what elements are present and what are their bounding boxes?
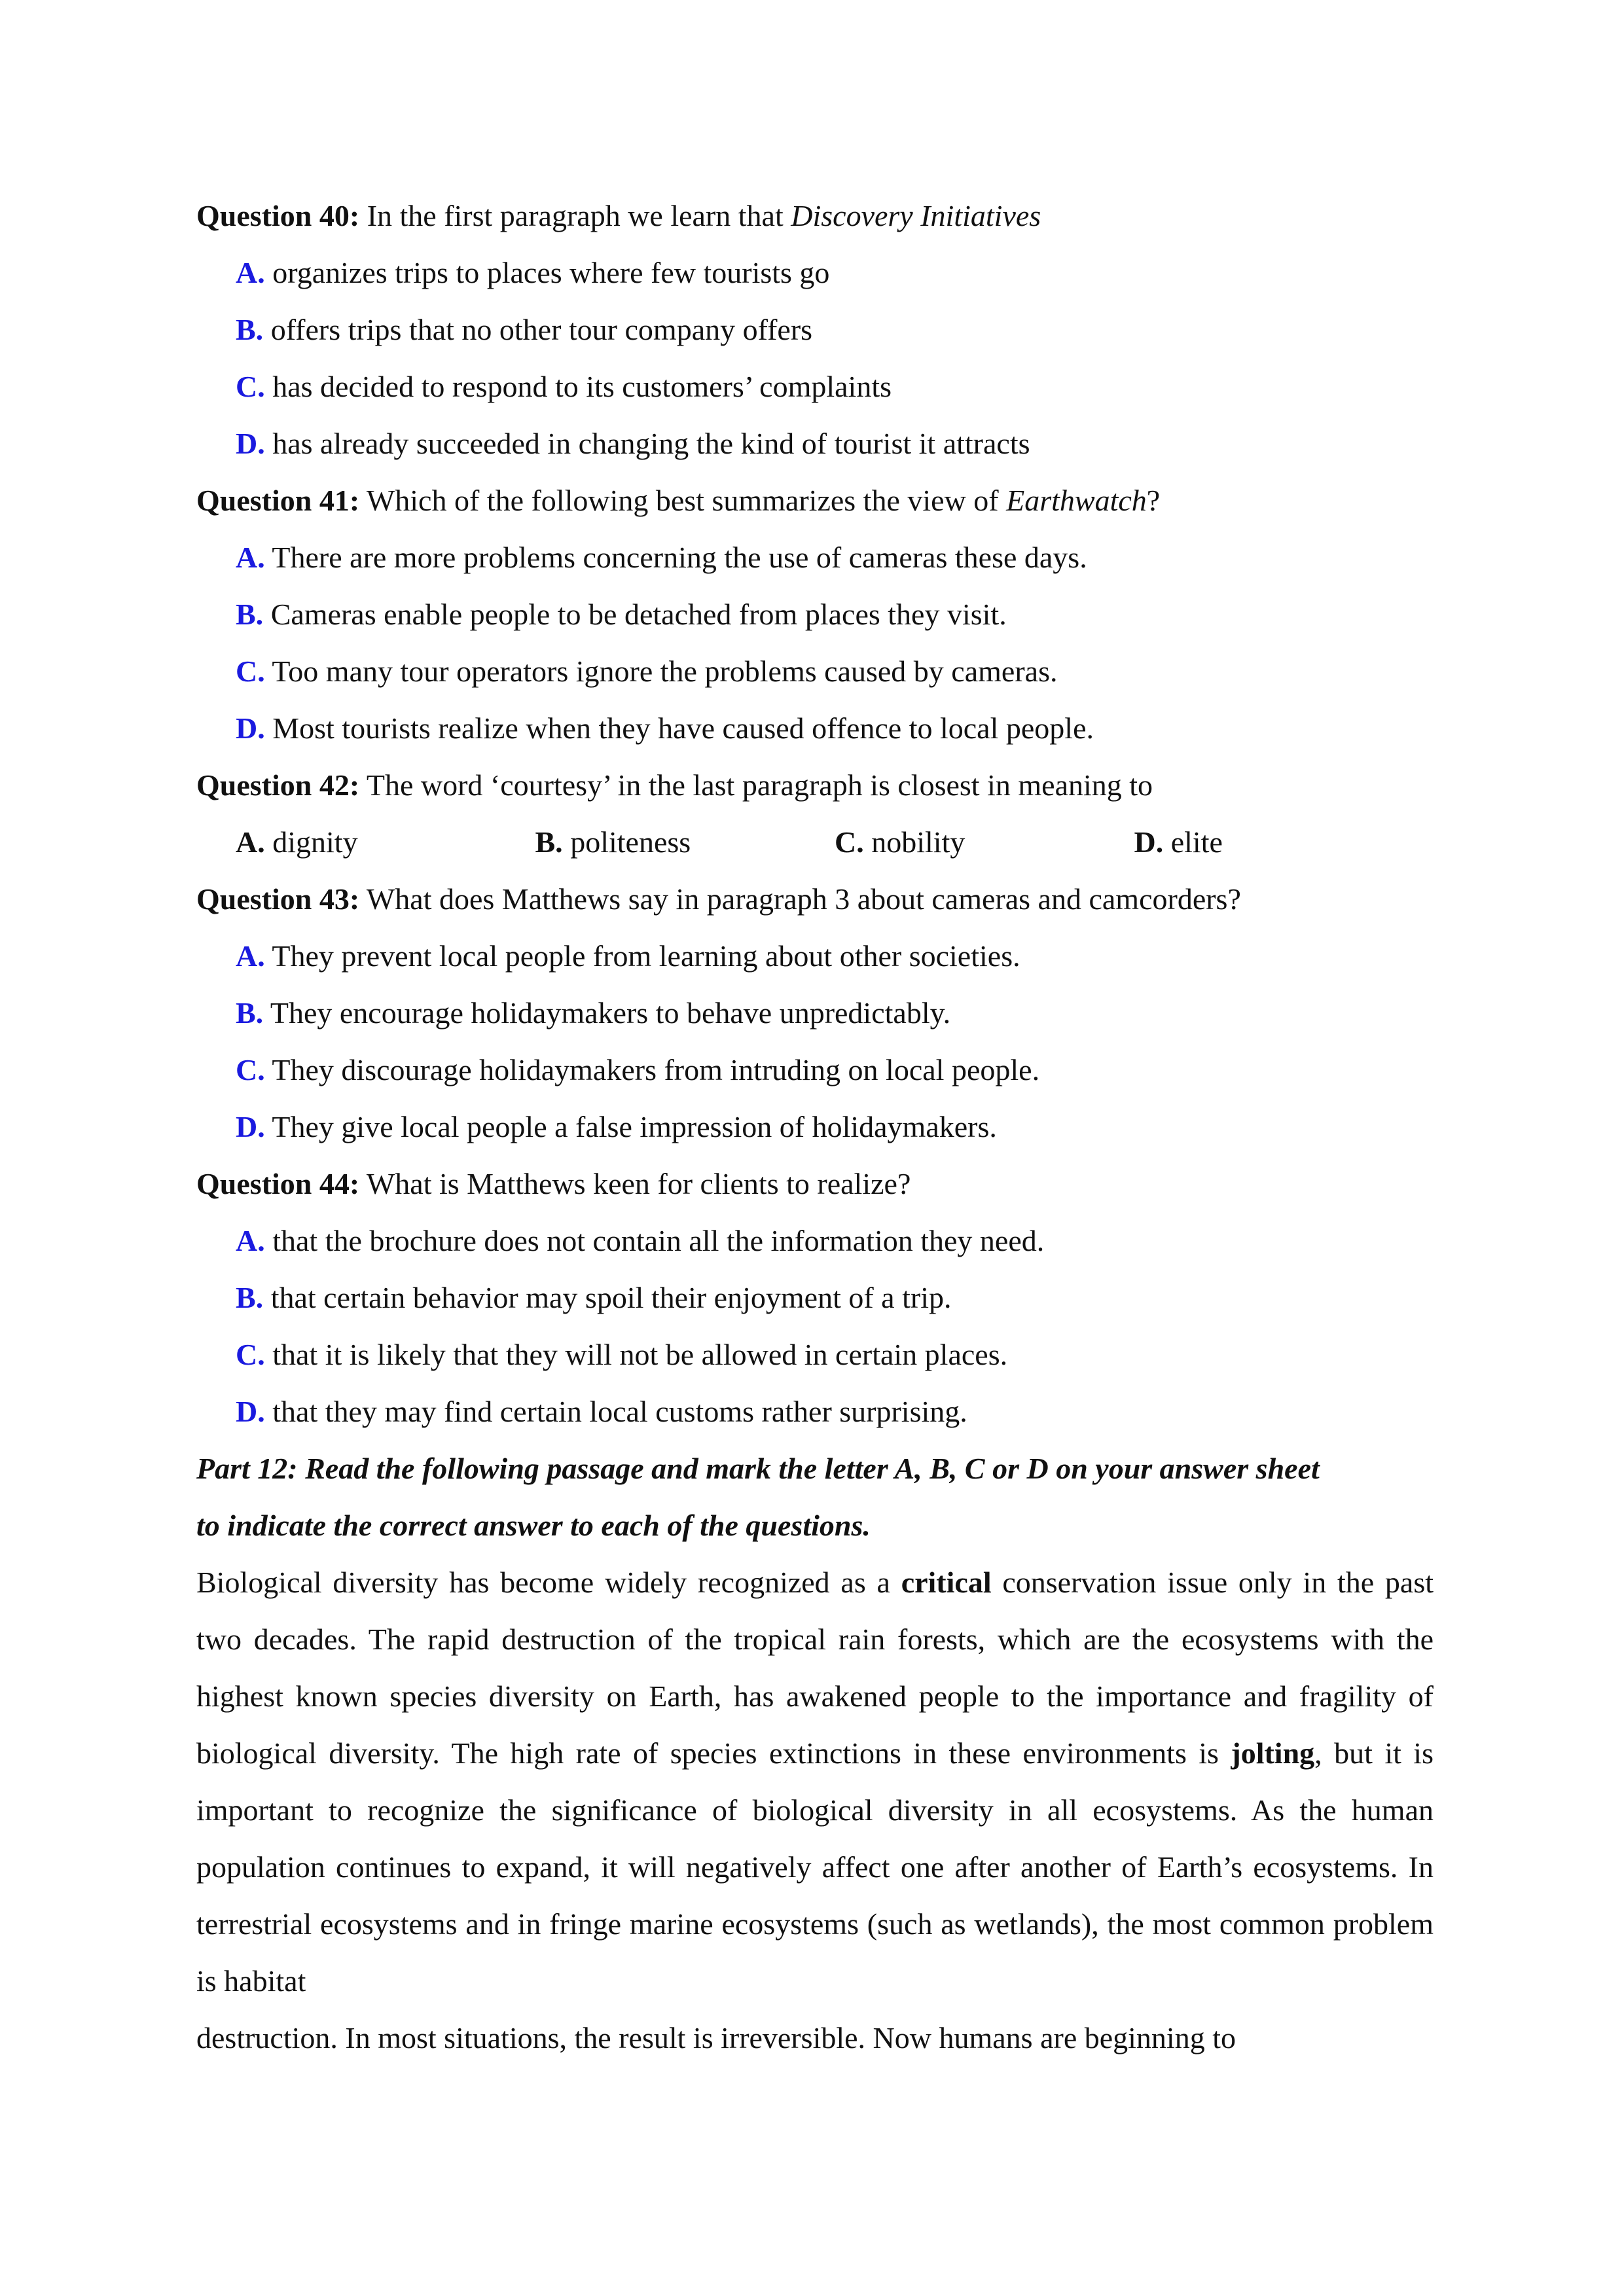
option-letter: D. — [236, 1110, 265, 1143]
question-40-option-c — [196, 358, 1434, 415]
option-text: They discourage holidaymakers from intruding on local people. — [264, 1053, 1040, 1086]
option-text: that it is likely that they will not be allowed in certain places. — [264, 1338, 1008, 1371]
option-letter: B. — [236, 996, 264, 1030]
passage-text: conservation issue only in the past two decades. The rapid destruction of the tropical rain forests, which are the ecosystems with the highest known species diversity on Earth, has awakened people to the importance and fragility of biological diversity. The high rate of species extinctions in these environments is — [196, 1566, 1434, 1770]
question-44-option-c — [196, 1326, 1434, 1383]
option-letter: A. — [236, 939, 265, 973]
option-text: Too many tour operators ignore the problems caused by cameras. — [264, 655, 1058, 688]
option-text: They encourage holidaymakers to behave unpredictably. — [263, 996, 951, 1030]
question-label: Question 44: — [196, 1167, 360, 1200]
question-43-option-c — [196, 1041, 1434, 1098]
option-text: dignity — [264, 825, 358, 859]
option-letter: C. — [236, 1338, 265, 1371]
question-label: Question 40: — [196, 199, 360, 232]
passage-bold-word: jolting — [1231, 1736, 1315, 1770]
question-41-option-c — [196, 643, 1434, 700]
question-41-option-a — [196, 529, 1434, 586]
question-40-option-b — [196, 301, 1434, 358]
option-letter: B. — [535, 825, 563, 859]
option-text: They prevent local people from learning about other societies. — [264, 939, 1020, 973]
question-42-option-c — [835, 814, 1134, 870]
question-42-options — [196, 814, 1434, 870]
option-text: Cameras enable people to be detached from places they visit. — [263, 598, 1007, 631]
option-letter: B. — [236, 598, 264, 631]
option-text: organizes trips to places where few tourists go — [264, 256, 830, 289]
option-text: has already succeeded in changing the kind of tourist it attracts — [264, 427, 1030, 460]
question-label: Question 41: — [196, 484, 360, 517]
question-43-option-a — [196, 927, 1434, 984]
option-text: has decided to respond to its customers’ complaints — [264, 370, 892, 403]
question-42-option-d — [1134, 814, 1434, 870]
question-44-stem — [196, 1155, 1434, 1212]
question-italic-term: Earthwatch — [1006, 484, 1147, 517]
question-43-stem — [196, 870, 1434, 927]
option-text: They give local people a false impression of holidaymakers. — [264, 1110, 997, 1143]
question-42-option-a — [236, 814, 535, 870]
option-text: offers trips that no other tour company offers — [263, 313, 813, 346]
question-43-option-d — [196, 1098, 1434, 1155]
option-letter: C. — [835, 825, 864, 859]
passage-text: Biological diversity has become widely recognized as a — [196, 1566, 901, 1599]
question-text: In the first paragraph we learn that — [359, 199, 791, 232]
option-text: There are more problems concerning the use of cameras these days. — [264, 541, 1087, 574]
part-12-heading-line-2: to indicate the correct answer to each of the questions. — [196, 1509, 871, 1542]
question-40-option-a — [196, 244, 1434, 301]
passage-last-line: destruction. In most situations, the result is irreversible. Now humans are beginning to — [196, 2021, 1236, 2054]
option-letter: C. — [236, 370, 265, 403]
option-text: nobility — [863, 825, 965, 859]
option-letter: D. — [236, 427, 265, 460]
question-40-option-d — [196, 415, 1434, 472]
option-letter: A. — [236, 1224, 265, 1257]
question-text: What does Matthews say in paragraph 3 about cameras and camcorders? — [359, 882, 1241, 916]
option-letter: A. — [236, 825, 265, 859]
question-label: Question 43: — [196, 882, 360, 916]
option-text: that they may find certain local customs rather surprising. — [264, 1395, 967, 1428]
option-text: politeness — [562, 825, 691, 859]
question-40-stem — [196, 187, 1434, 244]
passage-text: , but it is important to recognize the significance of biological diversity in all ecosystems. As the human population continues to expand, it will negatively affect one after another of Earth’s ecosystems. In terrestrial ecosystems and in fringe marine ecosystems (such as wetlands), the most common problem is habitat — [196, 1736, 1434, 1998]
option-letter: C. — [236, 655, 265, 688]
part-12-heading-line-1: Part 12: Read the following passage and mark the letter A, B, C or D on your answer sheet — [196, 1452, 1320, 1485]
option-letter: B. — [236, 313, 264, 346]
option-letter: A. — [236, 256, 265, 289]
option-letter: C. — [236, 1053, 265, 1086]
question-44-option-a — [196, 1212, 1434, 1269]
question-41-stem — [196, 472, 1434, 529]
question-text-end: ? — [1146, 484, 1161, 517]
question-text: What is Matthews keen for clients to realize? — [359, 1167, 911, 1200]
question-41-option-d — [196, 700, 1434, 757]
question-41-option-b — [196, 586, 1434, 643]
option-letter: D. — [236, 1395, 265, 1428]
option-letter: B. — [236, 1281, 264, 1314]
question-italic-term: Discovery Initiatives — [791, 199, 1041, 232]
option-letter: D. — [236, 711, 265, 745]
option-letter: D. — [1134, 825, 1164, 859]
question-42-stem — [196, 757, 1434, 814]
page-content — [196, 187, 1434, 2066]
option-letter: A. — [236, 541, 265, 574]
passage-bold-word: critical — [901, 1566, 992, 1599]
question-text: Which of the following best summarizes the view of — [359, 484, 1007, 517]
question-42-option-b — [535, 814, 835, 870]
question-44-option-b — [196, 1269, 1434, 1326]
option-text: elite — [1163, 825, 1223, 859]
option-text: Most tourists realize when they have caused offence to local people. — [264, 711, 1094, 745]
question-text: The word ‘courtesy’ in the last paragraph is closest in meaning to — [359, 768, 1153, 802]
reading-passage — [196, 1554, 1434, 2009]
question-44-option-d — [196, 1383, 1434, 1440]
option-text: that the brochure does not contain all the information they need. — [264, 1224, 1045, 1257]
question-label: Question 42: — [196, 768, 360, 802]
option-text: that certain behavior may spoil their enjoyment of a trip. — [263, 1281, 952, 1314]
question-43-option-b — [196, 984, 1434, 1041]
